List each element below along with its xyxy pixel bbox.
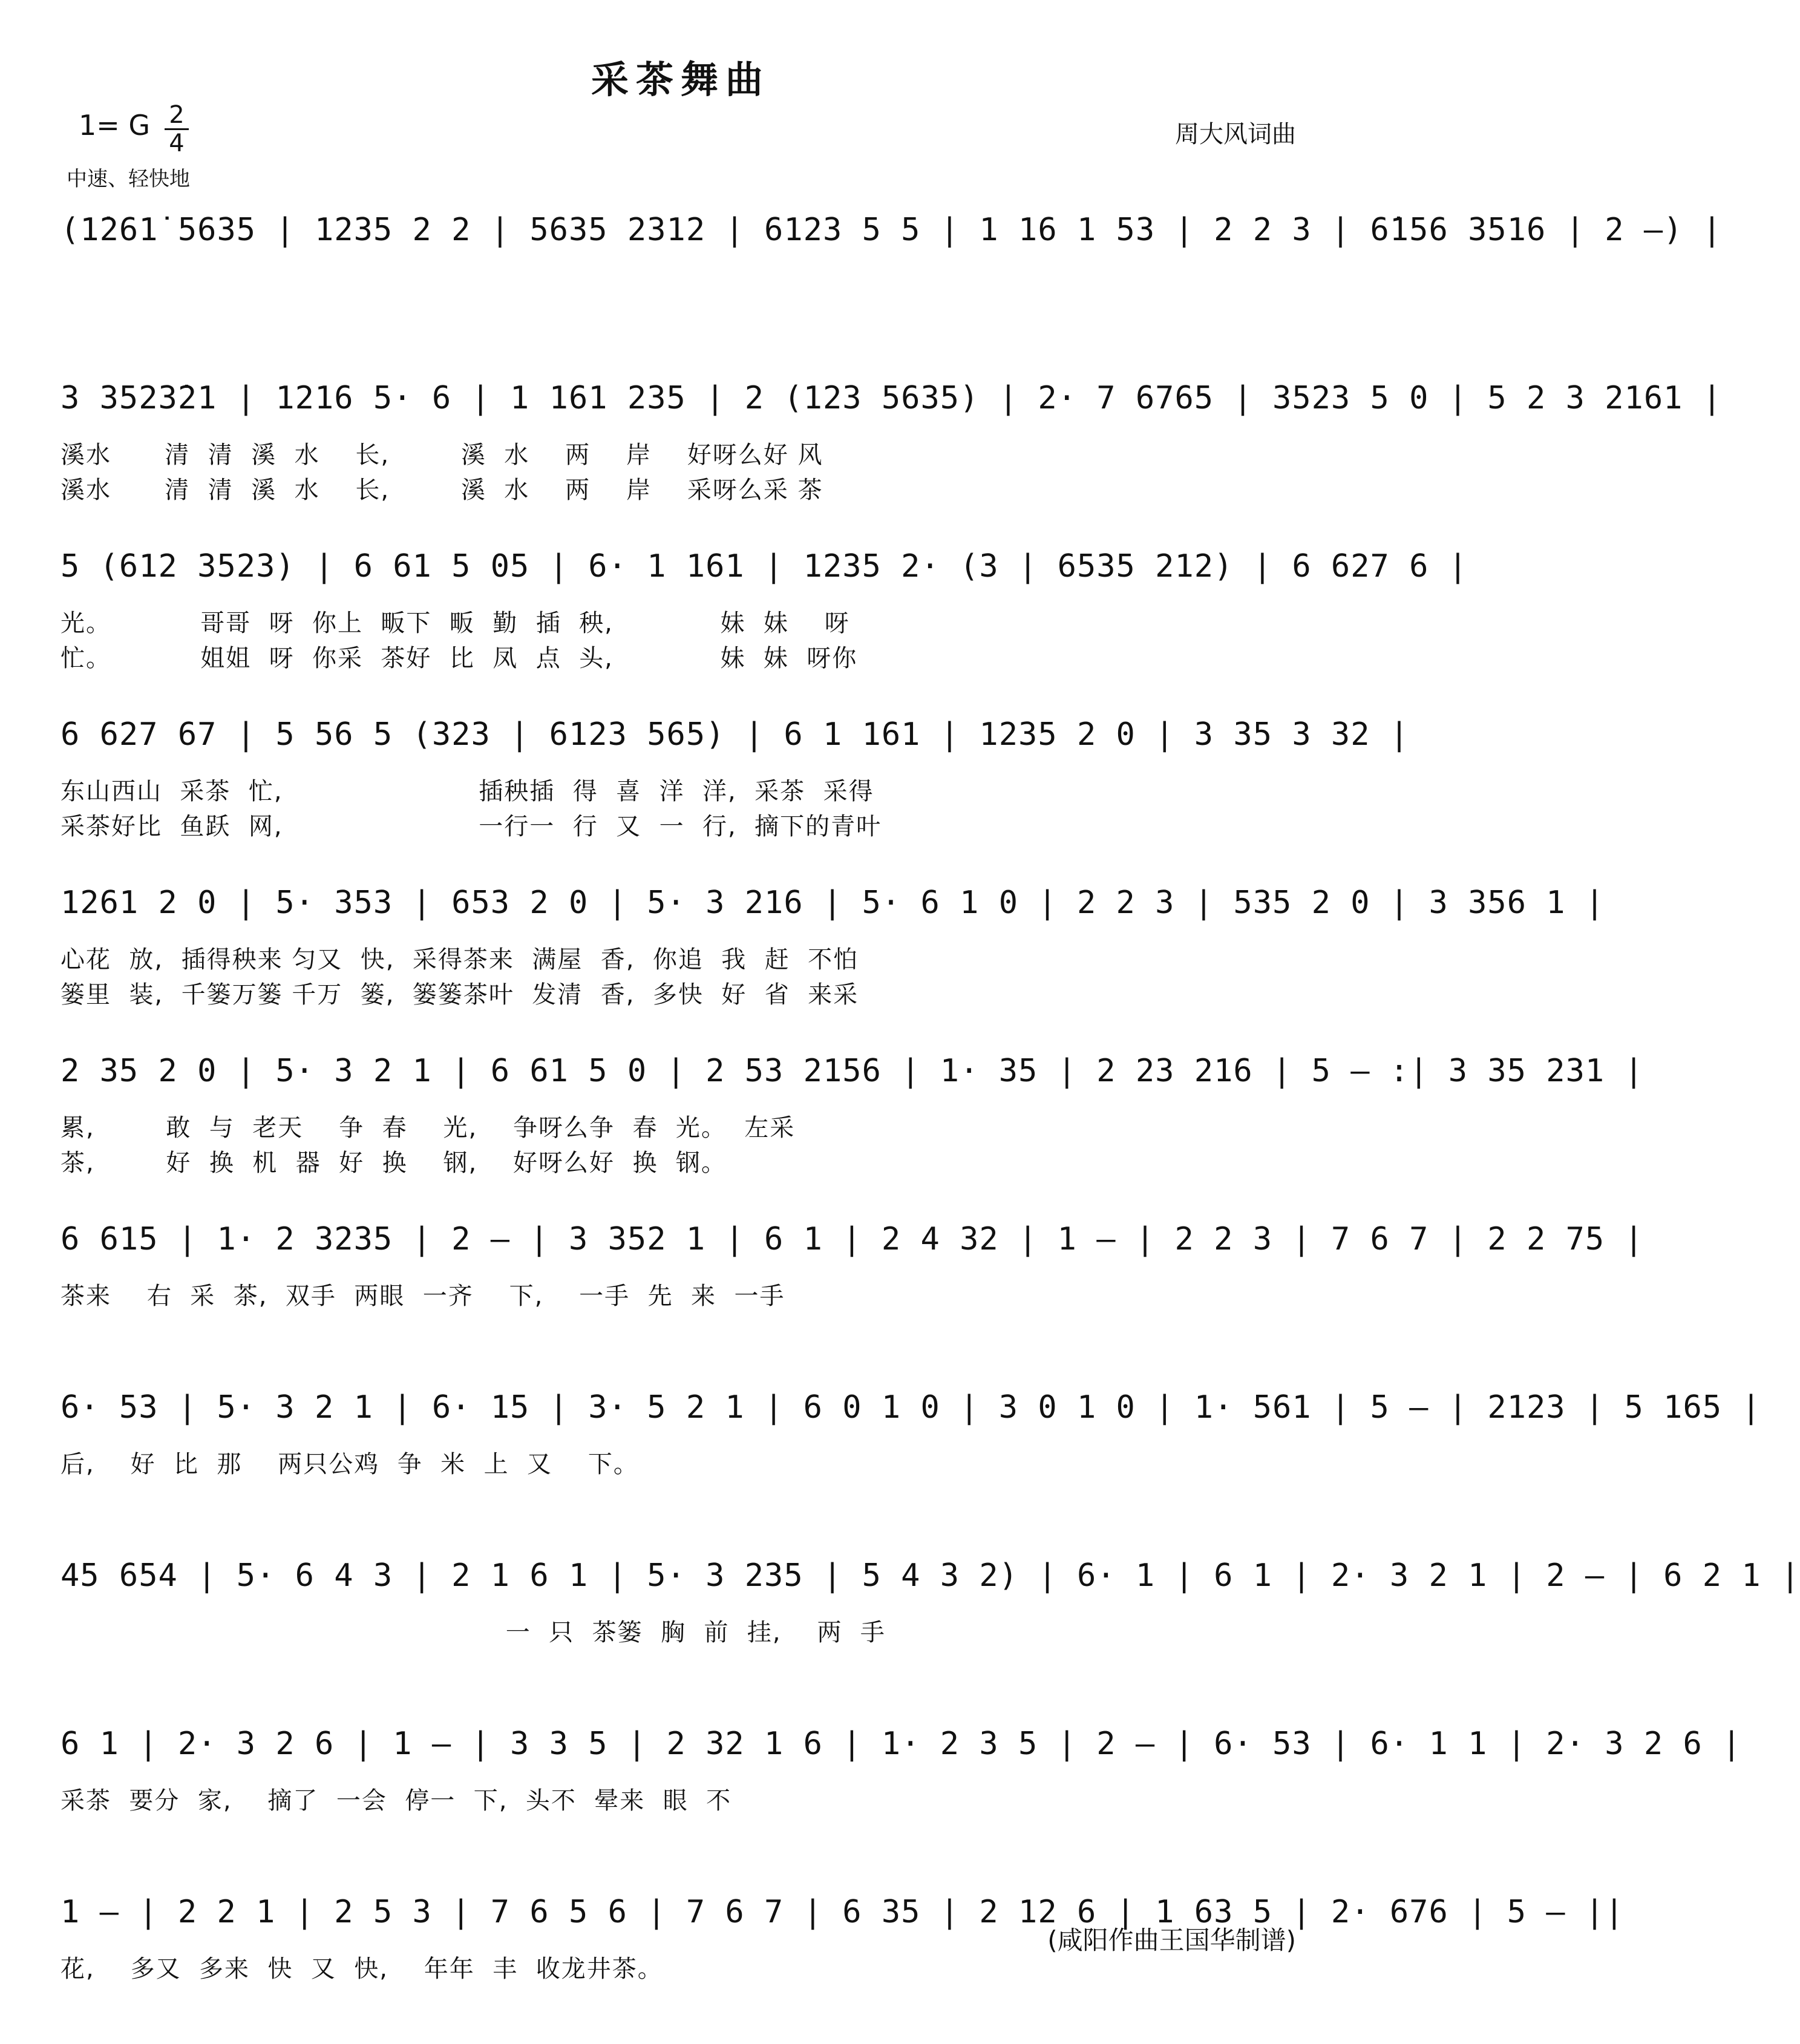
lyric-line-1: 花, 多又 多来 快 又 快, 年年 丰 收龙井茶。 [61, 1955, 663, 1983]
song-title: 采茶舞曲 [591, 57, 770, 102]
lyric-line-2: 篓里 装, 千篓万篓 千万 篓, 篓篓茶叶 发清 香, 多快 好 省 来采 [61, 981, 859, 1009]
lyric-line-1: 茶来 右 采 茶, 双手 两眼 一齐 下, 一手 先 来 一手 [61, 1282, 785, 1310]
time-signature [165, 103, 189, 156]
lyric-line-1: 光。 哥哥 呀 你上 畈下 畈 勤 插 秧, 妹 妹 呀 [61, 609, 850, 637]
score-system [61, 866, 1605, 1035]
score-system [61, 698, 1410, 866]
lyric-line-2: 忙。 姐姐 呀 你采 茶好 比 凤 点 头, 妹 妹 呀你 [61, 644, 858, 672]
score-system [61, 1539, 1800, 1708]
notation-line: 6· 53 | 5· 3 2 1 | 6· 15 | 3· 5 2 1 | 6 0 1 0 | 3 0 1 0 | 1· 561 | 5 — | 2123 | 5 165 | [61, 1389, 1761, 1426]
lyric-line-1: 后, 好 比 那 两只公鸡 争 米 上 又 下。 [61, 1450, 639, 1478]
score-system [61, 1203, 1644, 1371]
lyric-line-1: 累, 敢 与 老天 争 春 光, 争呀么争 春 光。 左采 [61, 1114, 796, 1142]
lyric-line-1: 溪水 清 清 溪 水 长, 溪 水 两 岸 好呀么好 风 [61, 441, 823, 469]
score-system [61, 362, 1723, 530]
score-system [61, 530, 1468, 698]
lyric-line-2: 茶, 好 换 机 器 好 换 钢, 好呀么好 换 钢。 [61, 1149, 727, 1177]
lyric-line-1: 一 只 茶篓 胸 前 挂, 两 手 [61, 1619, 886, 1646]
author-credit: 周大风词曲 [1175, 120, 1296, 148]
lyric-line-1: 心花 放, 插得秧来 匀又 快, 采得茶来 满屋 香, 你追 我 赶 不怕 [61, 946, 859, 974]
score-system [61, 1371, 1761, 1539]
notation-line: 6 1 | 2· 3 2 6 | 1 — | 3 3 5 | 2 32 1 6 | 1· 2 3 5 | 2 — | 6· 53 | 6· 1 1 | 2· 3 2 6 | [61, 1726, 1742, 1762]
score-system [61, 1035, 1644, 1203]
notation-line: 3 3523̇21 | 1216 5· 6 | 1 161 235 | 2 (123 5635) | 2· 7 6765 | 3523 5 0 | 5 2 3 2161 | [61, 380, 1723, 416]
time-signature-bottom: 4 [169, 129, 185, 157]
lyric-line-2: 采茶好比 鱼跃 网, 一行一 行 又 一 行, 摘下的青叶 [61, 813, 882, 840]
time-signature-top: 2 [165, 103, 189, 130]
notation-line: 5 (612 3523) | 6 61 5 05 | 6· 1 161 | 1235 2· (3 | 6535 212) | 6 627 6 | [61, 548, 1468, 585]
notation-line: 45 654 | 5· 6 4 3 | 2 1 6 1 | 5· 3 235 | 5 4 3 2) | 6· 1 | 6 1 | 2· 3 2 1 | 2 — | 6 2 1 | [61, 1558, 1800, 1594]
score [61, 194, 1800, 2044]
score-system [61, 194, 1723, 362]
lyric-line-2: 溪水 清 清 溪 水 长, 溪 水 两 岸 采呀么采 茶 [61, 476, 823, 504]
score-system [61, 1876, 1625, 2044]
lyric-line-1: 东山西山 采茶 忙, 插秧插 得 喜 洋 洋, 采茶 采得 [61, 778, 874, 805]
notation-line: 6 615 | 1· 2 3235 | 2 — | 3 352 1 | 6 1 | 2 4 32 | 1 — | 2 2 3 | 7 6 7 | 2 2 75 | [61, 1221, 1644, 1257]
tempo-marking: 中速、轻快地 [67, 167, 190, 191]
transcriber-credit: (咸阳作曲王国华制谱) [1047, 1925, 1296, 1955]
lyric-line-1: 采茶 要分 家, 摘了 一会 停一 下, 头不 晕来 眼 不 [61, 1787, 732, 1815]
notation-line: 6 627 67 | 5 56 5 (323 | 6123 565) | 6 1 161 | 1235 2 0 | 3 35 3 32 | [61, 716, 1410, 753]
score-system [61, 1708, 1742, 1876]
notation-line: 1261 2 0 | 5· 353 | 653 2 0 | 5· 3 216 | 5· 6 1 0 | 2 2 3 | 535 2 0 | 3 356 1 | [61, 885, 1605, 921]
notation-line: (1̇261̇ 5635 | 1235 2 2 | 5635 2312 | 6123 5 5 | 1 16 1 53 | 2 2 3 | 6̇156 3516 | 2 —) | [61, 212, 1723, 248]
key-signature: 1= G [79, 109, 151, 142]
notation-line: 2 35 2 0 | 5· 3 2 1 | 6 61 5 0 | 2 53 2156 | 1· 35 | 2 23 216 | 5 — :| 3 35 231 | [61, 1053, 1644, 1089]
notation-line: 1 — | 2 2 1 | 2 5 3 | 7 6 5 6 | 7 6 7 | 6 35 | 2 12 6 | 1 63 5 | 2· 676 | 5 — || [61, 1894, 1625, 1930]
